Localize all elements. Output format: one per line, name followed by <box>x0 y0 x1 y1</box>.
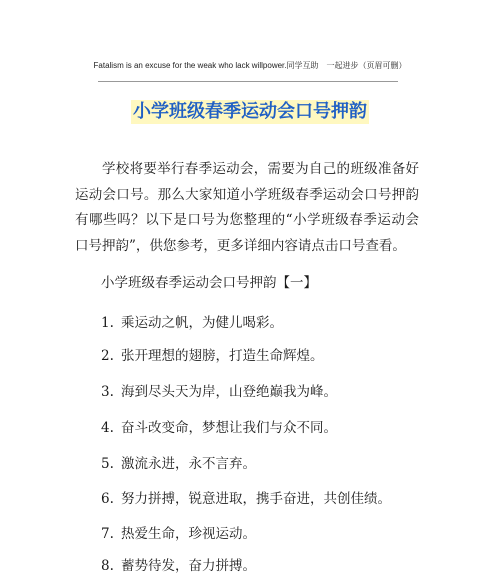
list-item <box>101 313 283 333</box>
page-header: Fatalism is an excuse for the weak who lack willpower.同学互助 一起进步（页眉可删） <box>93 61 407 70</box>
list-item <box>101 346 324 366</box>
list-item-text: 乘运动之帆，为健儿喝彩。 <box>121 315 283 331</box>
list-item-number: 7. <box>101 526 114 542</box>
list-item-number: 2. <box>101 348 114 364</box>
list-item-number: 3. <box>101 384 114 400</box>
list-item-text: 热爱生命，珍视运动。 <box>121 526 256 542</box>
list-item-text: 努力拼搏，锐意进取，携手奋进，共创佳绩。 <box>121 491 391 507</box>
list-item <box>101 524 256 544</box>
list-item <box>101 556 256 576</box>
list-item-number: 1. <box>101 315 114 331</box>
document-title: 小学班级春季运动会口号押韵 <box>133 101 367 122</box>
list-item-text: 张开理想的翅膀，打造生命辉煌。 <box>121 348 324 364</box>
list-item-text: 激流永进，永不言弃。 <box>121 456 256 472</box>
section-heading: 小学班级春季运动会口号押韵【一】 <box>101 275 317 291</box>
list-item-text: 海到尽头天为岸，山登绝巅我为峰。 <box>121 384 337 400</box>
list-item <box>101 382 337 402</box>
header-divider <box>98 81 398 82</box>
list-item <box>101 489 391 509</box>
list-item-text: 奋斗改变命，梦想让我们与众不同。 <box>121 420 337 436</box>
document-title-wrap <box>0 100 500 124</box>
list-item <box>101 454 256 474</box>
list-item-text: 蓄势待发，奋力拼搏。 <box>121 558 256 574</box>
list-item <box>101 418 337 438</box>
list-item-number: 6. <box>101 491 114 507</box>
intro-paragraph: 学校将要举行春季运动会，需要为自己的班级准备好运动会口号。那么大家知道小学班级春季运动会口号押韵有哪些吗？以下是口号为您整理的“小学班级春季运动会口号押韵”，供您参考，更多详细内容请点击口号查看。 <box>75 161 419 254</box>
list-item-number: 8. <box>101 558 114 574</box>
list-item-number: 5. <box>101 456 114 472</box>
list-item-number: 4. <box>101 420 114 436</box>
